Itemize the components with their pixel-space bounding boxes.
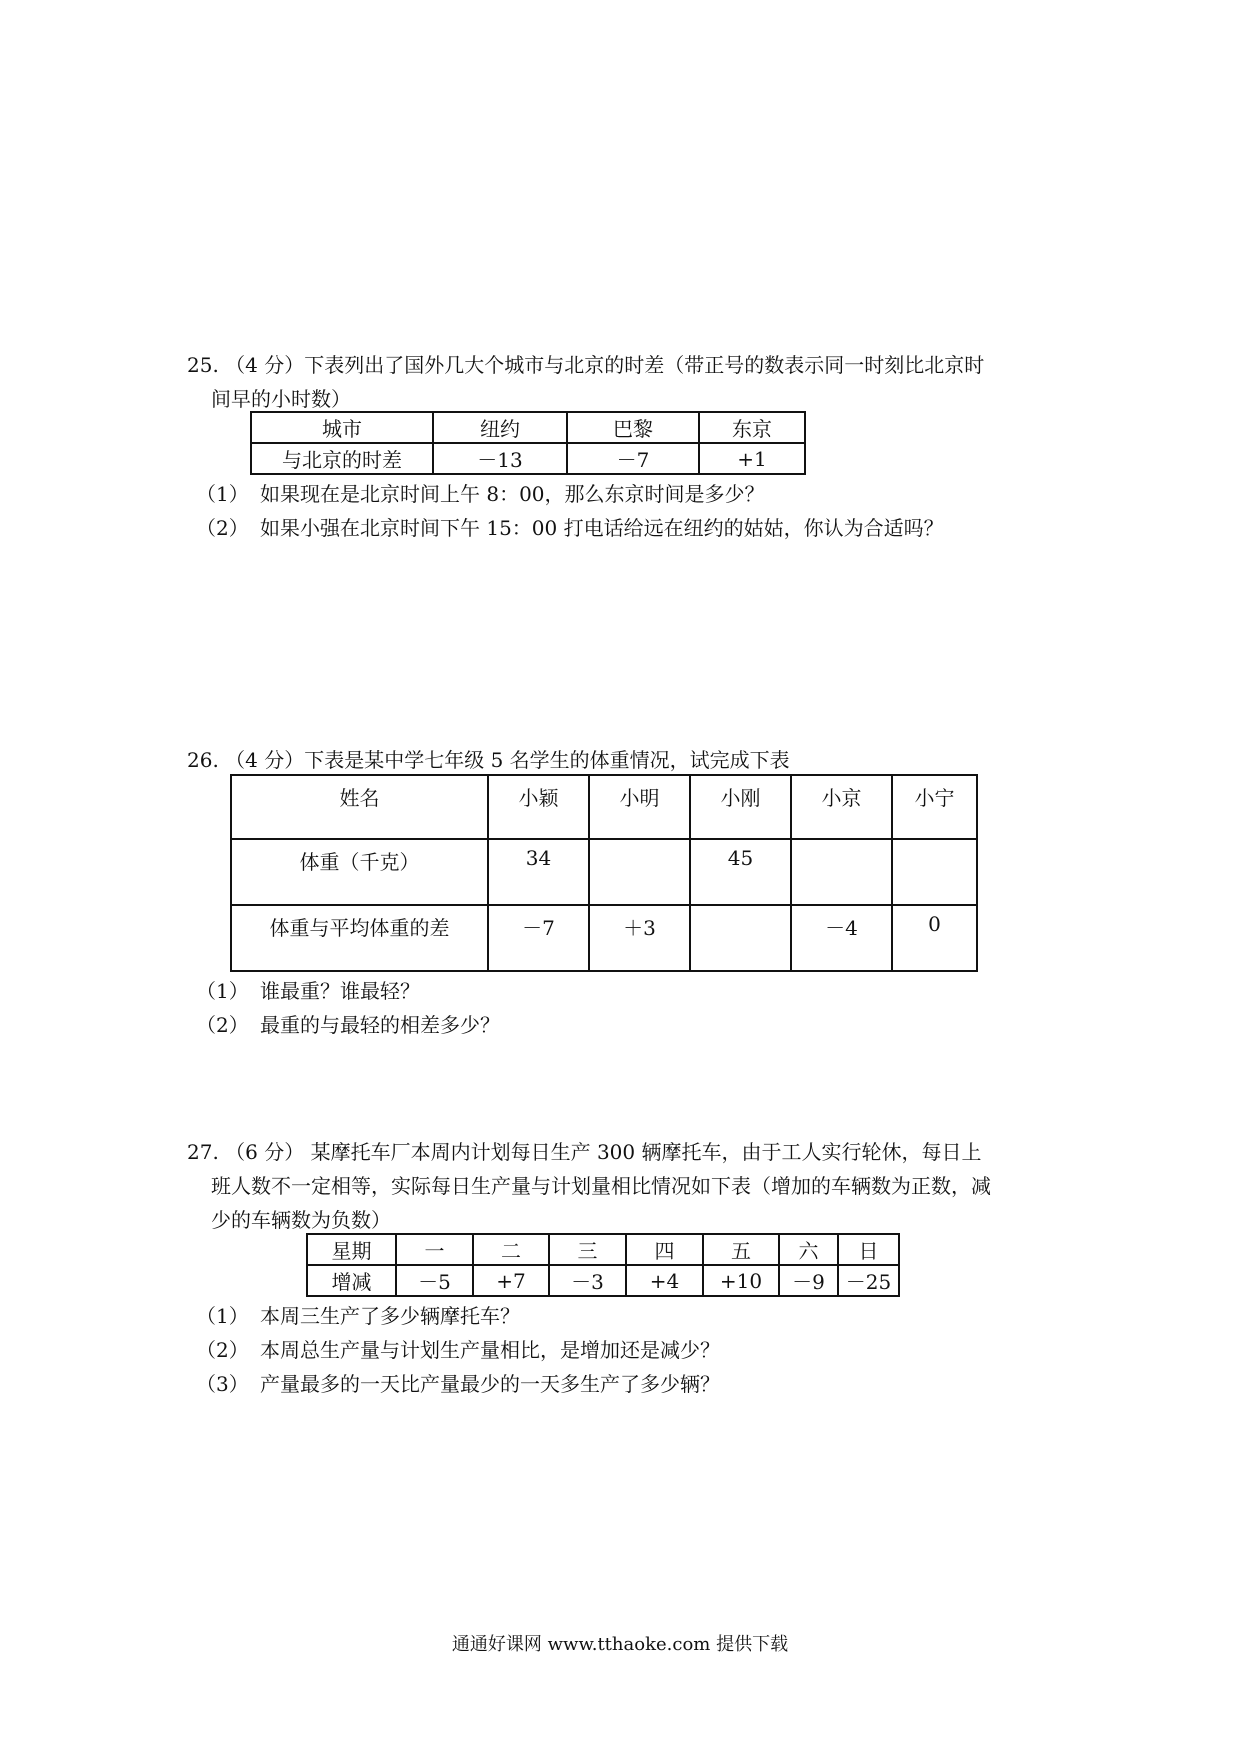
table-cell: 二	[473, 1234, 549, 1265]
table-cell: +10	[703, 1265, 779, 1296]
table-cell: 34	[488, 839, 589, 905]
question-27-subquestions	[196, 1299, 720, 1401]
question-25-line-1: 25. （4 分）下表列出了国外几大个城市与北京的时差（带正号的数表示同一时刻比北京时	[187, 353, 985, 377]
table-cell: ＋3	[589, 905, 690, 971]
question-27	[187, 1135, 991, 1237]
question-26-subquestions	[196, 974, 500, 1042]
table-cell: －9	[779, 1265, 838, 1296]
question-25-subquestions	[196, 477, 944, 545]
table-cell: －7	[567, 443, 699, 474]
subquestion	[196, 1008, 500, 1042]
table-cell: 与北京的时差	[251, 443, 433, 474]
subquestion	[196, 974, 500, 1008]
question-26-line-1: 26. （4 分）下表是某中学七年级 5 名学生的体重情况，试完成下表	[187, 748, 790, 772]
table-cell: 六	[779, 1234, 838, 1265]
question-26	[187, 743, 790, 777]
table-cell: 姓名	[231, 775, 488, 839]
table-cell: 纽约	[433, 412, 567, 443]
time-difference-table	[250, 411, 806, 475]
subquestion	[196, 511, 944, 545]
table-cell: 体重与平均体重的差	[231, 905, 488, 971]
table-cell: 体重（千克）	[231, 839, 488, 905]
table-cell: 一	[396, 1234, 473, 1265]
table-cell	[791, 839, 892, 905]
table-cell	[589, 839, 690, 905]
production-change-table	[306, 1233, 900, 1297]
table-cell	[892, 839, 977, 905]
subquestion-text: 谁最重？谁最轻？	[260, 979, 420, 1003]
subquestion-number: （2）	[196, 1338, 249, 1362]
subquestion-text: 本周总生产量与计划生产量相比，是增加还是减少？	[260, 1338, 720, 1362]
table-cell: －3	[549, 1265, 626, 1296]
table-cell: 小宁	[892, 775, 977, 839]
subquestion-number: （2）	[196, 1013, 249, 1037]
page-footer: 通通好课网 www.tthaoke.com 提供下载	[451, 1634, 789, 1655]
question-27-line-1: 27. （6 分） 某摩托车厂本周内计划每日生产 300 辆摩托车，由于工人实行轮休，每日上	[187, 1140, 982, 1164]
table-cell: 城市	[251, 412, 433, 443]
table-row	[307, 1265, 899, 1296]
table-cell: +4	[626, 1265, 703, 1296]
table-cell: －25	[838, 1265, 899, 1296]
table-cell: －13	[433, 443, 567, 474]
table-cell: 五	[703, 1234, 779, 1265]
subquestion-text: 如果现在是北京时间上午 8：00，那么东京时间是多少？	[260, 482, 765, 506]
table-cell: 小颖	[488, 775, 589, 839]
subquestion	[196, 1367, 720, 1401]
table-cell: 0	[892, 905, 977, 971]
table-cell: 小明	[589, 775, 690, 839]
question-27-line-3: 少的车辆数为负数）	[211, 1208, 391, 1232]
table-row	[251, 412, 805, 443]
subquestion-number: （1）	[196, 1304, 249, 1328]
student-weight-table	[230, 774, 978, 972]
table-row	[231, 775, 977, 839]
table-cell: 东京	[699, 412, 805, 443]
table-row	[251, 443, 805, 474]
table-cell: －4	[791, 905, 892, 971]
table-cell: 日	[838, 1234, 899, 1265]
question-25	[187, 348, 984, 416]
table-row	[231, 905, 977, 971]
table-row	[231, 839, 977, 905]
subquestion-text: 如果小强在北京时间下午 15：00 打电话给远在纽约的姑姑，你认为合适吗？	[260, 516, 944, 540]
subquestion-text: 最重的与最轻的相差多少？	[260, 1013, 500, 1037]
table-cell: －7	[488, 905, 589, 971]
subquestion-number: （2）	[196, 516, 249, 540]
subquestion	[196, 477, 944, 511]
subquestion-number: （3）	[196, 1372, 249, 1396]
table-cell: 三	[549, 1234, 626, 1265]
question-27-line-2: 班人数不一定相等，实际每日生产量与计划量相比情况如下表（增加的车辆数为正数，减	[211, 1174, 991, 1198]
subquestion-number: （1）	[196, 979, 249, 1003]
subquestion-text: 产量最多的一天比产量最少的一天多生产了多少辆？	[260, 1372, 720, 1396]
table-cell	[690, 905, 791, 971]
table-cell: 增减	[307, 1265, 396, 1296]
question-25-line-2: 间早的小时数）	[211, 387, 351, 411]
subquestion-number: （1）	[196, 482, 249, 506]
table-cell: 星期	[307, 1234, 396, 1265]
table-cell: 四	[626, 1234, 703, 1265]
subquestion-text: 本周三生产了多少辆摩托车？	[260, 1304, 520, 1328]
table-cell: 小刚	[690, 775, 791, 839]
table-row	[307, 1234, 899, 1265]
table-cell: －5	[396, 1265, 473, 1296]
subquestion	[196, 1299, 720, 1333]
subquestion	[196, 1333, 720, 1367]
table-cell: 45	[690, 839, 791, 905]
table-cell: +1	[699, 443, 805, 474]
table-cell: +7	[473, 1265, 549, 1296]
table-cell: 小京	[791, 775, 892, 839]
table-cell: 巴黎	[567, 412, 699, 443]
